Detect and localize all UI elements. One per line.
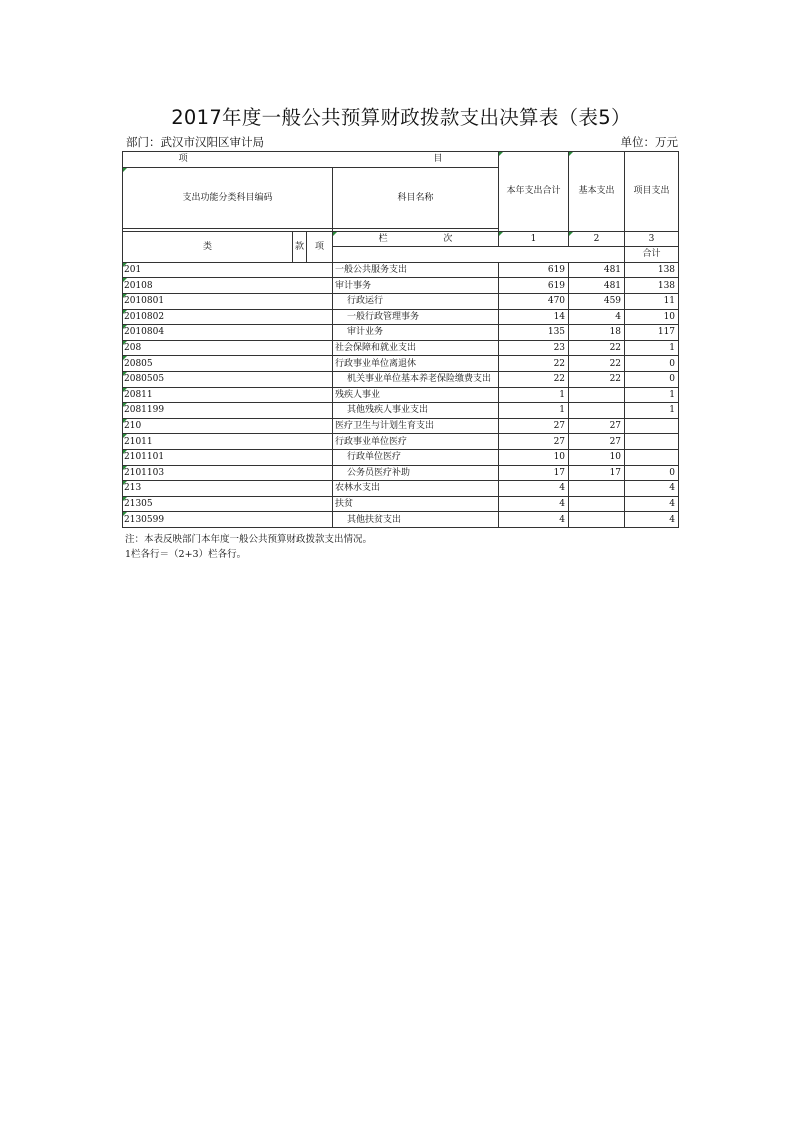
row-total: 10 [499, 449, 569, 465]
header-lanci [333, 231, 499, 247]
header-lan: 栏 [378, 233, 388, 244]
header-lei: 类 [123, 231, 293, 262]
row-name: 社会保障和就业支出 [333, 340, 499, 356]
row-code: 213 [123, 481, 333, 497]
row-basic: 481 [569, 278, 625, 294]
row-name: 一般公共服务支出 [333, 262, 499, 278]
budget-table [122, 151, 679, 528]
row-basic: 22 [569, 371, 625, 387]
row-project [625, 449, 679, 465]
row-total: 1 [499, 403, 569, 419]
row-basic: 481 [569, 262, 625, 278]
header-item-suffix: 目 [433, 154, 443, 165]
row-name: 农林水支出 [333, 481, 499, 497]
row-name: 其他残疾人事业支出 [333, 403, 499, 419]
row-name: 残疾人事业 [333, 387, 499, 403]
row-name: 扶贫 [333, 496, 499, 512]
table-row [123, 387, 679, 403]
header-row-lanci [123, 231, 679, 247]
row-name: 医疗卫生与计划生育支出 [333, 418, 499, 434]
header-ci: 次 [443, 233, 453, 244]
header-item-cell [123, 152, 499, 168]
header-num3: 3 [625, 231, 679, 247]
note-line: 1栏各行＝（2+3）栏各行。 [125, 548, 247, 560]
table-row [123, 465, 679, 481]
row-basic: 10 [569, 449, 625, 465]
row-name: 审计业务 [333, 325, 499, 341]
row-project [625, 434, 679, 450]
row-total: 135 [499, 325, 569, 341]
row-project: 4 [625, 496, 679, 512]
note-line: 注：本表反映部门本年度一般公共预算财政拨款支出情况。 [125, 533, 373, 545]
table-row [123, 262, 679, 278]
table-row [123, 293, 679, 309]
row-code: 21011 [123, 434, 333, 450]
row-project: 10 [625, 309, 679, 325]
row-total: 22 [499, 371, 569, 387]
row-total: 17 [499, 465, 569, 481]
unit-label: 单位：万元 [620, 135, 678, 149]
row-basic [569, 403, 625, 419]
row-total: 22 [499, 356, 569, 372]
table-row [123, 356, 679, 372]
header-row-item [123, 152, 679, 168]
table-row [123, 496, 679, 512]
header-xiang: 项 [307, 231, 333, 262]
row-total: 4 [499, 512, 569, 528]
row-basic: 17 [569, 465, 625, 481]
row-code: 2101101 [123, 449, 333, 465]
row-total: 14 [499, 309, 569, 325]
row-project: 0 [625, 356, 679, 372]
table-row [123, 309, 679, 325]
table-row [123, 325, 679, 341]
row-basic [569, 481, 625, 497]
row-total: 23 [499, 340, 569, 356]
row-code: 2010804 [123, 325, 333, 341]
row-project: 138 [625, 262, 679, 278]
row-project: 0 [625, 371, 679, 387]
row-name: 其他扶贫支出 [333, 512, 499, 528]
row-code: 20108 [123, 278, 333, 294]
row-code: 21305 [123, 496, 333, 512]
table-notes [122, 532, 680, 562]
row-project: 117 [625, 325, 679, 341]
total-row-name: 合计 [625, 247, 679, 263]
report-title: 2017年度一般公共预算财政拨款支出决算表（表5） [171, 106, 631, 129]
row-total: 4 [499, 481, 569, 497]
row-basic [569, 512, 625, 528]
table-row [123, 278, 679, 294]
row-basic: 22 [569, 340, 625, 356]
row-code: 20811 [123, 387, 333, 403]
table-row [123, 403, 679, 419]
row-code: 2010802 [123, 309, 333, 325]
row-total: 4 [499, 496, 569, 512]
row-name: 机关事业单位基本养老保险缴费支出 [333, 371, 499, 387]
table-row [123, 481, 679, 497]
row-basic: 27 [569, 434, 625, 450]
table-row [123, 340, 679, 356]
row-project: 0 [625, 465, 679, 481]
header-num1: 1 [499, 231, 569, 247]
row-name: 一般行政管理事务 [333, 309, 499, 325]
row-code: 210 [123, 418, 333, 434]
row-total: 619 [499, 262, 569, 278]
row-project: 1 [625, 403, 679, 419]
row-code: 208 [123, 340, 333, 356]
row-code: 2080505 [123, 371, 333, 387]
header-code-label: 支出功能分类科目编码 [123, 167, 333, 228]
header-num2: 2 [569, 231, 625, 247]
row-basic: 27 [569, 418, 625, 434]
table-row [123, 434, 679, 450]
row-project: 4 [625, 481, 679, 497]
row-code: 20805 [123, 356, 333, 372]
row-name: 行政事业单位医疗 [333, 434, 499, 450]
row-project: 4 [625, 512, 679, 528]
row-code: 2130599 [123, 512, 333, 528]
row-basic: 4 [569, 309, 625, 325]
header-col-basic: 基本支出 [569, 152, 625, 232]
row-basic: 22 [569, 356, 625, 372]
row-name: 行政事业单位离退休 [333, 356, 499, 372]
row-project [625, 418, 679, 434]
row-project: 1 [625, 387, 679, 403]
header-kuan: 款 [293, 231, 307, 262]
table-row [123, 371, 679, 387]
row-code: 201 [123, 262, 333, 278]
report-sheet [122, 102, 680, 562]
row-total: 27 [499, 418, 569, 434]
row-basic [569, 496, 625, 512]
row-code: 2010801 [123, 293, 333, 309]
header-item-char: 项 [178, 154, 188, 165]
department-label: 部门：武汉市汉阳区审计局 [126, 135, 264, 149]
report-meta [122, 134, 680, 151]
row-total: 619 [499, 278, 569, 294]
header-name-label: 科目名称 [333, 167, 499, 228]
header-col-project: 项目支出 [625, 152, 679, 232]
header-col-total: 本年支出合计 [499, 152, 569, 232]
table-row [123, 512, 679, 528]
row-total: 470 [499, 293, 569, 309]
row-code: 2081199 [123, 403, 333, 419]
row-basic [569, 387, 625, 403]
table-row [123, 449, 679, 465]
row-total: 1 [499, 387, 569, 403]
row-project: 11 [625, 293, 679, 309]
row-basic: 18 [569, 325, 625, 341]
row-basic: 459 [569, 293, 625, 309]
row-name: 行政单位医疗 [333, 449, 499, 465]
row-total: 27 [499, 434, 569, 450]
row-name: 审计事务 [333, 278, 499, 294]
row-code: 2101103 [123, 465, 333, 481]
row-project: 1 [625, 340, 679, 356]
row-name: 公务员医疗补助 [333, 465, 499, 481]
row-project: 138 [625, 278, 679, 294]
table-row [123, 418, 679, 434]
row-name: 行政运行 [333, 293, 499, 309]
